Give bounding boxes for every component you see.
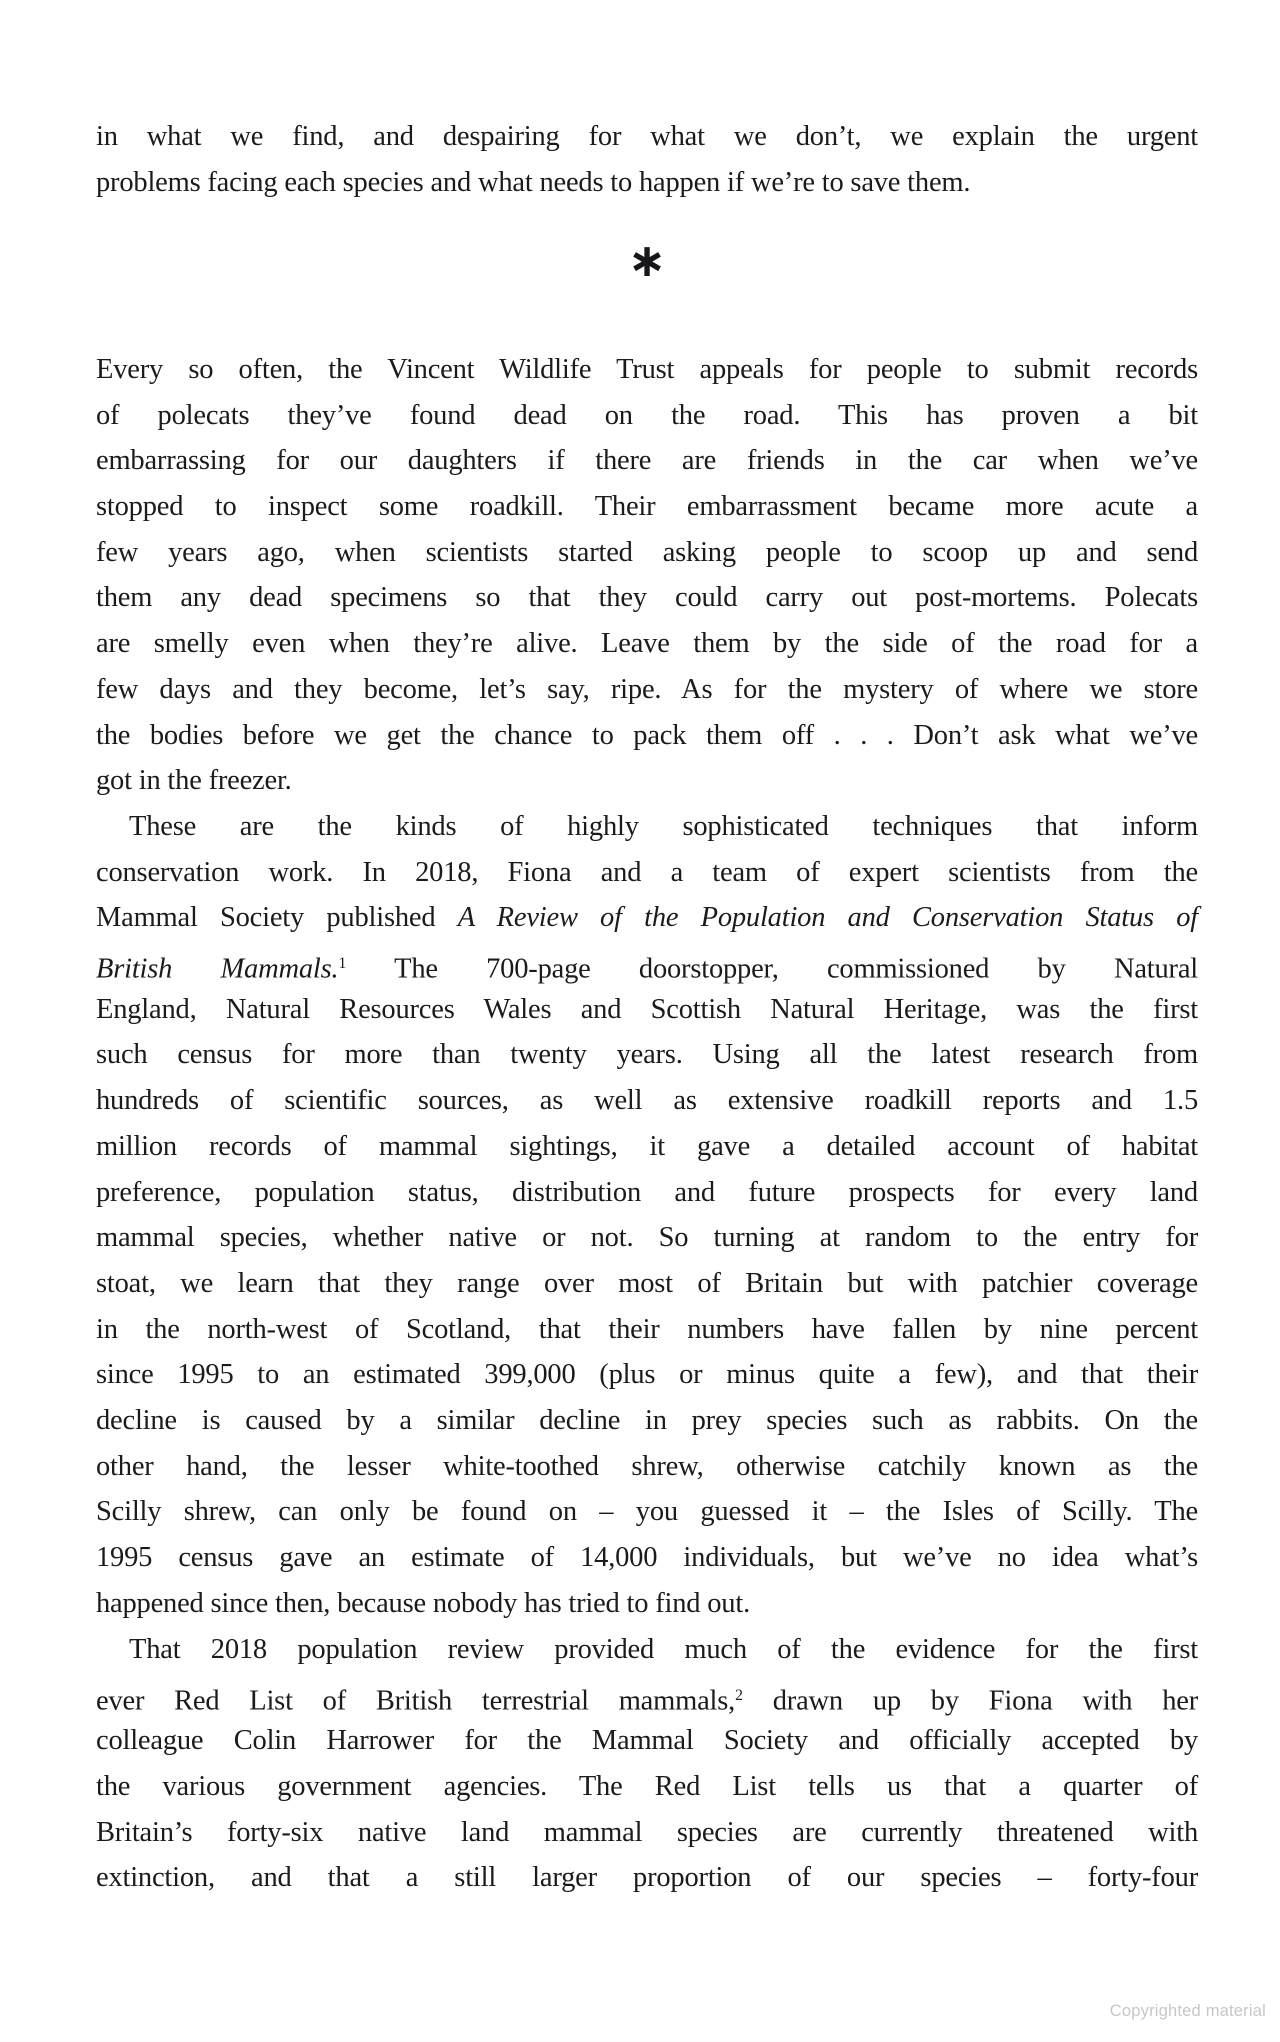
text-line	[96, 1170, 1198, 1216]
text-segment: preference, population status, distribution and future prospects for every land	[96, 1176, 1198, 1208]
text-segment: happened since then, because nobody has tried to find out.	[96, 1587, 751, 1619]
text-segment: stopped to inspect some roadkill. Their embarrassment became more acute a	[96, 491, 1198, 523]
text-line	[96, 575, 1198, 621]
paragraph-2018-review	[96, 804, 1198, 1626]
text-segment: drawn up by Fiona with her	[742, 1685, 1198, 1717]
text-line	[96, 1718, 1198, 1764]
text-line	[96, 1627, 1198, 1673]
text-segment: such census for more than twenty years. Using all the latest research from	[96, 1039, 1198, 1071]
text-line	[96, 941, 1198, 987]
text-segment: of polecats they’ve found dead on the road. This has proven a bit	[96, 399, 1198, 431]
text-segment: A Review of the Population and Conservation Status of	[457, 902, 1198, 934]
text-segment: got in the freezer.	[96, 765, 292, 797]
text-line	[96, 347, 1198, 393]
text-segment: Every so often, the Vincent Wildlife Trust appeals for people to submit records	[96, 354, 1198, 385]
text-segment: the bodies before we get the chance to pack them off . . . Don’t ask what we’ve	[96, 719, 1198, 751]
text-segment: embarrassing for our daughters if there are friends in the car when we’ve	[96, 445, 1198, 477]
text-segment: Mammal Society published	[96, 902, 458, 934]
text-line	[96, 484, 1198, 530]
text-line	[96, 1078, 1198, 1124]
text-line	[96, 895, 1198, 941]
text-segment: colleague Colin Harrower for the Mammal Society and officially accepted by	[96, 1725, 1198, 1757]
paragraph-polecats	[96, 347, 1198, 804]
footnote-marker: 1	[338, 955, 347, 973]
text-segment: 1995 census gave an estimate of 14,000 individuals, but we’ve no idea what’s	[96, 1542, 1198, 1573]
section-divider	[96, 228, 1198, 292]
paragraph-continuation	[96, 114, 1198, 205]
footnote-marker: 2	[735, 1686, 743, 1704]
text-segment: other hand, the lesser white-toothed shrew, otherwise catchily known as the	[96, 1450, 1198, 1482]
text-segment: extinction, and that a still larger proportion of our species – forty-four	[96, 1862, 1198, 1894]
text-segment: The 700-page doorstopper, commissioned by Natural	[346, 953, 1199, 985]
text-segment: the various government agencies. The Red List tells us that a quarter of	[96, 1771, 1198, 1803]
text-line	[96, 1764, 1198, 1810]
text-segment: are smelly even when they’re alive. Leave them by the side of the road for a	[96, 628, 1198, 660]
text-line	[96, 1352, 1198, 1398]
text-line	[96, 1124, 1198, 1170]
text-line	[96, 1444, 1198, 1490]
text-line	[96, 667, 1198, 713]
text-line	[96, 850, 1198, 896]
asterisk-glyph: ∗	[627, 233, 667, 287]
text-line	[96, 393, 1198, 439]
text-segment: England, Natural Resources Wales and Scottish Natural Heritage, was the first	[96, 993, 1198, 1025]
text-segment: decline is caused by a similar decline in prey species such as rabbits. On the	[96, 1404, 1198, 1436]
text-line	[96, 1673, 1198, 1719]
text-line	[96, 713, 1198, 759]
text-segment: them any dead specimens so that they could carry out post-mortems. Polecats	[96, 582, 1198, 614]
text-line	[96, 1032, 1198, 1078]
text-segment: million records of mammal sightings, it gave a detailed account of habitat	[96, 1130, 1198, 1162]
text-segment: since 1995 to an estimated 399,000 (plus or minus quite a few), and that their	[96, 1359, 1198, 1391]
text-segment: That 2018 population review provided much of the evidence for the first	[129, 1634, 1198, 1665]
text-line	[96, 1215, 1198, 1261]
text-line	[96, 1307, 1198, 1353]
text-segment: problems facing each species and what needs to happen if we’re to save them.	[96, 166, 971, 198]
text-segment: stoat, we learn that they range over most of Britain but with patchier coverage	[96, 1267, 1198, 1299]
text-line	[96, 1398, 1198, 1444]
copyright-watermark: Copyrighted material	[1109, 2002, 1266, 2020]
text-segment: mammal species, whether native or not. So turning at random to the entry for	[96, 1222, 1198, 1254]
text-line	[96, 438, 1198, 484]
text-line	[96, 114, 1198, 160]
text-line	[96, 987, 1198, 1033]
paragraph-red-list	[96, 1627, 1198, 1901]
text-segment: Scilly shrew, can only be found on – you guessed it – the Isles of Scilly. The	[96, 1496, 1198, 1528]
text-line	[96, 1810, 1198, 1856]
text-line	[96, 621, 1198, 667]
text-segment: British Mammals.	[96, 953, 339, 985]
text-segment: in what we find, and despairing for what we don’t, we explain the urgent	[96, 121, 1198, 152]
text-segment: conservation work. In 2018, Fiona and a team of expert scientists from the	[96, 856, 1198, 888]
text-line	[96, 804, 1198, 850]
text-segment: hundreds of scientific sources, as well as extensive roadkill reports and 1.5	[96, 1085, 1198, 1117]
text-segment: ever Red List of British terrestrial mammals,	[96, 1685, 736, 1717]
text-segment: few days and they become, let’s say, ripe. As for the mystery of where we store	[96, 673, 1198, 705]
text-line	[96, 1261, 1198, 1307]
text-segment: These are the kinds of highly sophisticated techniques that inform	[129, 811, 1198, 842]
text-line	[96, 758, 1198, 804]
text-segment: few years ago, when scientists started asking people to scoop up and send	[96, 536, 1198, 568]
text-line	[96, 1489, 1198, 1535]
text-line	[96, 530, 1198, 576]
text-segment: Britain’s forty-six native land mammal species are currently threatened with	[96, 1816, 1198, 1848]
text-line	[96, 160, 1198, 206]
text-line	[96, 1581, 1198, 1627]
text-line	[96, 1535, 1198, 1581]
text-segment: in the north-west of Scotland, that their numbers have fallen by nine percent	[96, 1313, 1198, 1345]
text-line	[96, 1855, 1198, 1901]
